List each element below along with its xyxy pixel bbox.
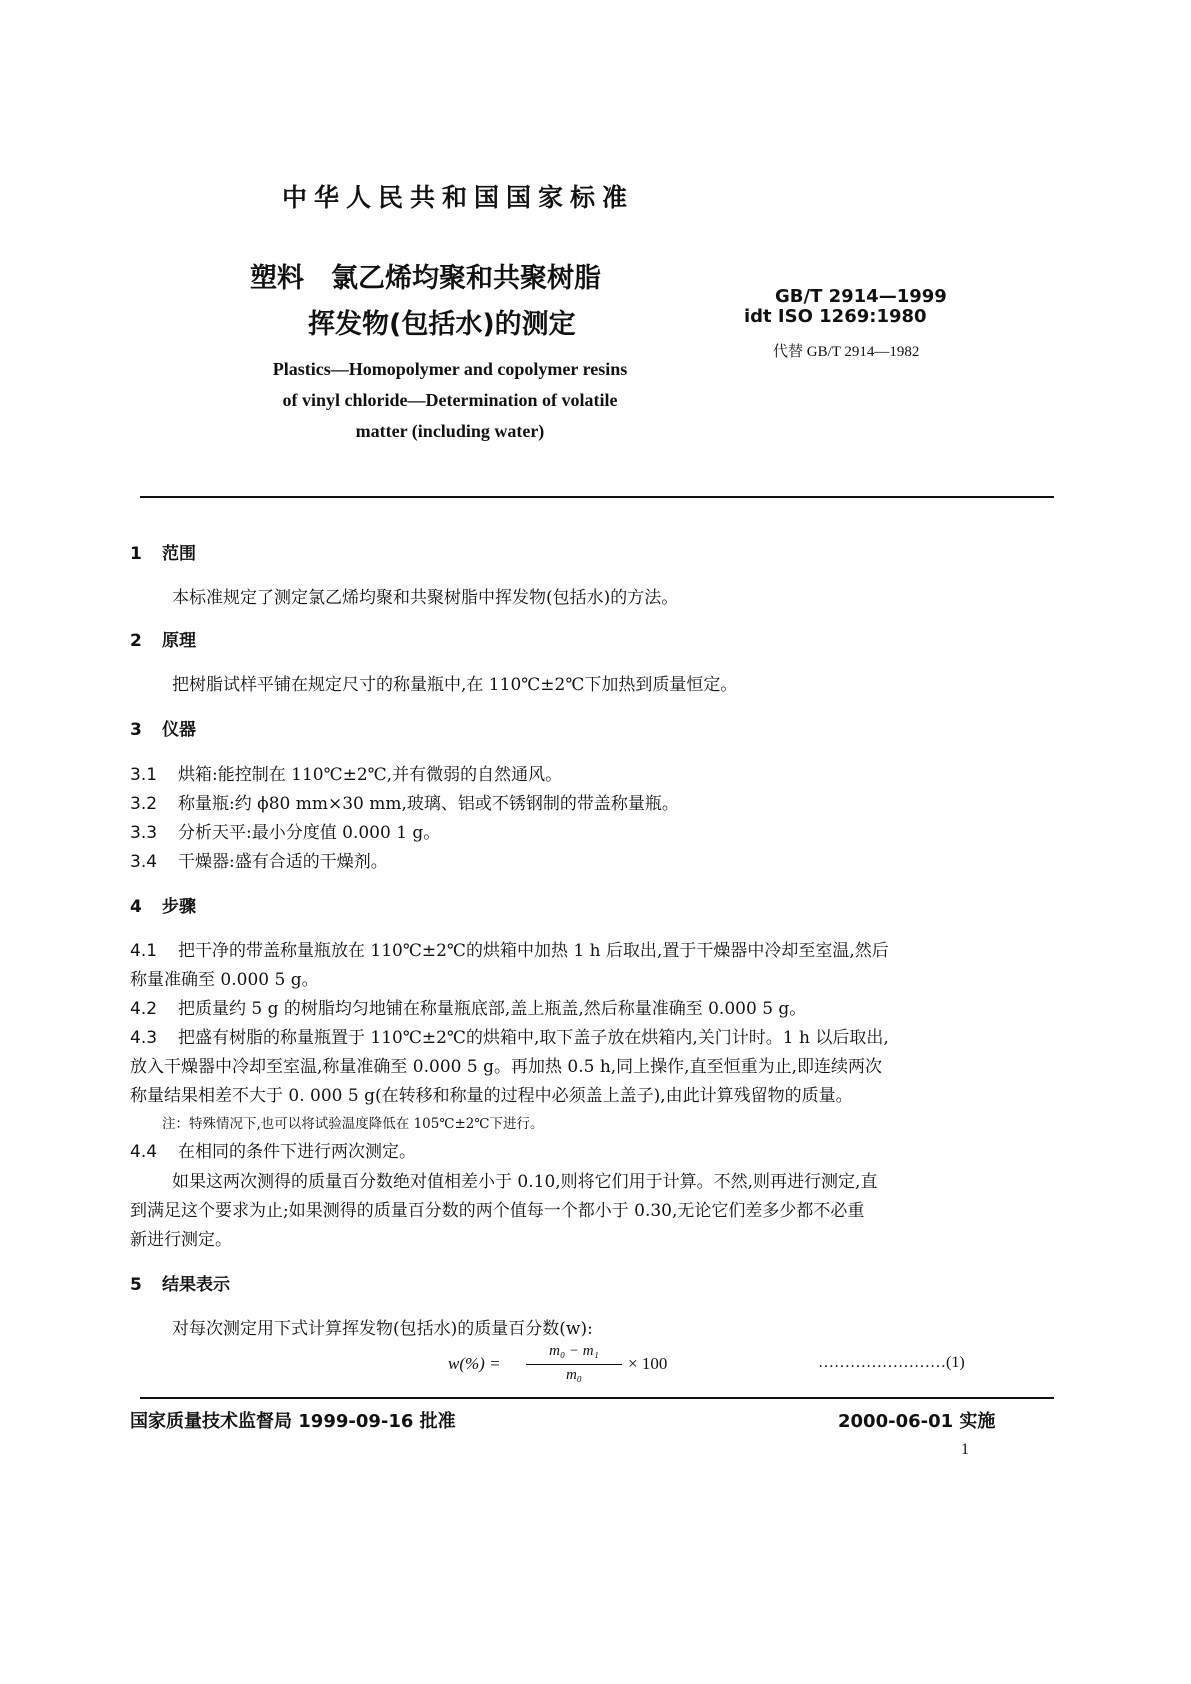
standard-number: GB/T 2914—1999	[775, 286, 947, 307]
section-2-heading: 2 原理	[130, 631, 196, 651]
implementation-date: 2000-06-01 实施	[838, 1411, 996, 1432]
section-3-heading: 3 仪器	[130, 720, 196, 740]
section-3-item: 3.1 烘箱:能控制在 110℃±2℃,并有微弱的自然通风。	[130, 765, 563, 785]
section-2-paragraph: 把树脂试样平铺在规定尺寸的称量瓶中,在 110℃±2℃下加热到质量恒定。	[172, 675, 738, 695]
formula-denominator: m₀	[565, 1367, 583, 1383]
clause-4-3-note: 注：特殊情况下,也可以将试验温度降低在 105℃±2℃下进行。	[162, 1116, 544, 1132]
clause-4-4-line: 4.4 在相同的条件下进行两次测定。	[130, 1142, 416, 1162]
clause-4-4-line: 如果这两次测得的质量百分数绝对值相差小于 0.10,则将它们用于计算。不然,则再进行测定,直	[172, 1172, 878, 1192]
english-title-line1: Plastics—Homopolymer and copolymer resins	[272, 359, 628, 379]
section-3-item: 3.4 干燥器:盛有合适的干燥剂。	[130, 852, 388, 872]
section-5-heading: 5 结果表示	[130, 1275, 230, 1295]
formula-fraction-bar	[526, 1364, 622, 1365]
section-3-item: 3.3 分析天平:最小分度值 0.000 1 g。	[130, 823, 441, 843]
formula-lhs: w(%) =	[448, 1354, 501, 1373]
section-3-item: 3.2 称量瓶:约 ϕ80 mm×30 mm,玻璃、铝或不锈钢制的带盖称量瓶。	[130, 794, 679, 814]
clause-4-4-line: 到满足这个要求为止;如果测得的质量百分数的两个值每一个都小于 0.30,无论它们差多少都不必重	[130, 1201, 865, 1221]
clause-4-1-line: 称量准确至 0.000 5 g。	[130, 970, 319, 990]
formula-multiplier: × 100	[628, 1354, 668, 1373]
clause-4-3-line: 4.3 把盛有树脂的称量瓶置于 110℃±2℃的烘箱中,取下盖子放在烘箱内,关门计时。1 h 以后取出,	[130, 1028, 889, 1048]
national-standard-heading: 中华人民共和国国家标准	[282, 183, 635, 212]
doc-title-line2: 挥发物(包括水)的测定	[308, 309, 576, 340]
english-title-line3: matter (including water)	[355, 421, 545, 441]
section-1-paragraph: 本标准规定了测定氯乙烯均聚和共聚树脂中挥发物(包括水)的方法。	[172, 588, 679, 608]
footer-divider	[140, 1397, 1054, 1399]
section-5-paragraph: 对每次测定用下式计算挥发物(包括水)的质量百分数(w):	[172, 1319, 593, 1339]
clause-4-3-line: 称量结果相差不大于 0. 000 5 g(在转移和称量的过程中必须盖上盖子),由此计算残留物的质量。	[130, 1086, 853, 1106]
header-divider	[140, 496, 1054, 498]
clause-4-4-line: 新进行测定。	[130, 1230, 232, 1250]
formula-reference: ……………………(1)	[818, 1354, 965, 1371]
formula-numerator: m₀ − m₁	[549, 1343, 599, 1359]
page-number: 1	[961, 1441, 969, 1458]
clause-4-2-line: 4.2 把质量约 5 g 的树脂均匀地铺在称量瓶底部,盖上瓶盖,然后称量准确至 0.000 5 g。	[130, 999, 807, 1019]
approval-date: 国家质量技术监督局 1999-09-16 批准	[130, 1411, 456, 1432]
english-title-line2: of vinyl chloride—Determination of volatile	[282, 390, 618, 410]
clause-4-1-line: 4.1 把干净的带盖称量瓶放在 110℃±2℃的烘箱中加热 1 h 后取出,置于干燥器中冷却至室温,然后	[130, 941, 889, 961]
section-1-heading: 1 范围	[130, 544, 196, 564]
section-4-heading: 4 步骤	[130, 897, 196, 917]
clause-4-3-line: 放入干燥器中冷却至室温,称量准确至 0.000 5 g。再加热 0.5 h,同上操作,直至恒重为止,即连续两次	[130, 1057, 882, 1077]
doc-title-line1: 塑料 氯乙烯均聚和共聚树脂	[250, 263, 601, 294]
replaces-standard: 代替 GB/T 2914—1982	[773, 344, 920, 360]
idt-reference: idt ISO 1269:1980	[744, 306, 927, 327]
